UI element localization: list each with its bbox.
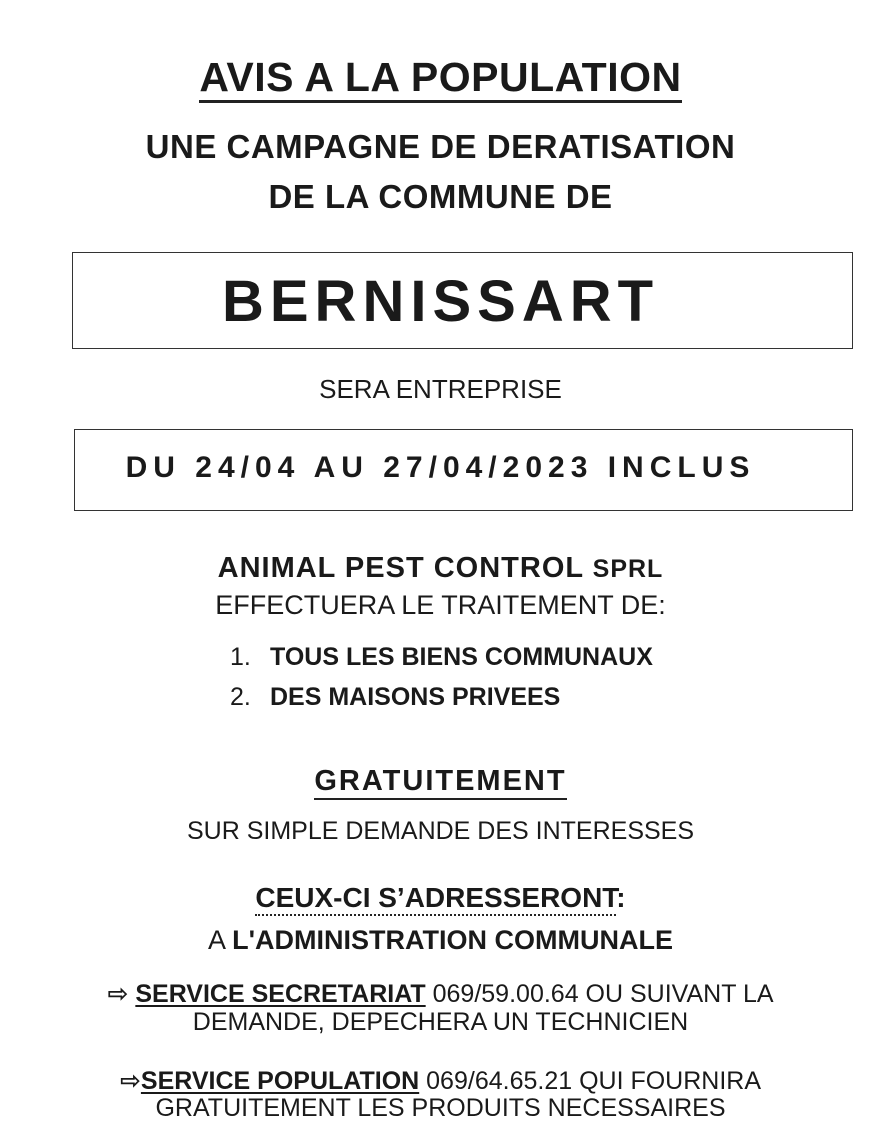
simple-demande-text: SUR SIMPLE DEMANDE DES INTERESSES (186, 817, 695, 845)
treatment-intro: EFFECTUERA LE TRAITEMENT DE: (215, 590, 666, 620)
list-number: 1. (230, 643, 251, 671)
contact-heading-text: CEUX-CI S’ADRESSERONT (255, 882, 616, 916)
service-population-line-1 (0, 1066, 881, 1096)
admin-prefix: A (208, 925, 225, 955)
contact-heading (0, 882, 881, 914)
company-line (0, 552, 881, 585)
subtitle-line-2: DE LA COMMUNE DE (268, 178, 613, 215)
service-secretariat-name: SERVICE SECRETARIAT (135, 980, 426, 1008)
gratuitement-heading: GRATUITEMENT (0, 765, 881, 798)
list-item (230, 683, 560, 712)
list-text: TOUS LES BIENS COMMUNAUX (270, 643, 653, 671)
campaign-dates: DU 24/04 AU 27/04/2023 INCLUS (125, 451, 756, 484)
contact-heading-colon: : (616, 882, 626, 913)
service-secretariat-line-2: DEMANDE, DEPECHERA UN TECHNICIEN (192, 1008, 689, 1036)
service-secretariat-phone: 069/59.00.64 OU SUIVANT LA (432, 980, 774, 1008)
arrow-right-icon: ⇨ (107, 980, 129, 1008)
service-population-line-2: GRATUITEMENT LES PRODUITS NECESSAIRES (155, 1094, 726, 1122)
subtitle-line-1: UNE CAMPAGNE DE DERATISATION (145, 128, 736, 165)
administration-line (0, 925, 881, 956)
commune-name: BERNISSART (221, 269, 660, 334)
admin-name: L'ADMINISTRATION COMMUNALE (232, 925, 673, 955)
sera-entreprise-text: SERA ENTREPRISE (319, 374, 562, 404)
service-population-phone: 069/64.65.21 QUI FOURNIRA (426, 1067, 762, 1095)
list-text: DES MAISONS PRIVEES (270, 683, 561, 711)
company-suffix: SPRL (592, 555, 664, 583)
arrow-right-icon: ⇨ (119, 1067, 141, 1095)
list-number: 2. (230, 683, 251, 711)
service-population-name: SERVICE POPULATION (140, 1067, 420, 1095)
company-name: ANIMAL PEST CONTROL (217, 552, 584, 584)
notice-title: AVIS A LA POPULATION (0, 54, 881, 101)
service-secretariat-line-1 (0, 979, 881, 1009)
list-item (230, 643, 653, 672)
